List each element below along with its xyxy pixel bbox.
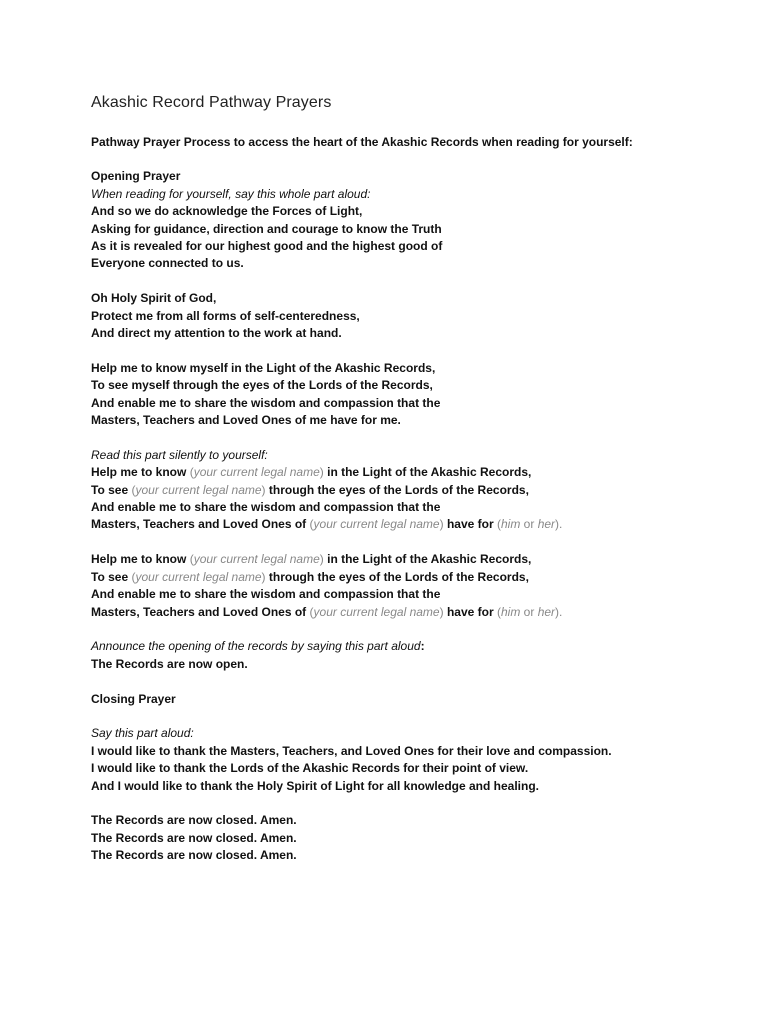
- stanza-3: [91, 360, 708, 430]
- paren: ).: [555, 604, 563, 619]
- spacer: [91, 273, 708, 290]
- spacer: [91, 673, 708, 690]
- placeholder-legal-name: your current legal name: [193, 552, 320, 567]
- announce-colon: :: [420, 639, 425, 654]
- personal-line-masters: [91, 604, 708, 621]
- opening-instruction: When reading for yourself, say this whole part aloud:: [91, 186, 371, 201]
- placeholder-him: him: [500, 604, 521, 619]
- personal-line-enable: And enable me to share the wisdom and compassion that the: [91, 587, 441, 602]
- records-closed-line: The Records are now closed. Amen.: [91, 830, 297, 845]
- placeholder-her: her: [537, 604, 556, 619]
- spacer: [91, 342, 708, 359]
- paren: ): [319, 465, 324, 480]
- closing-instruction: Say this part aloud:: [91, 726, 194, 741]
- paren: (: [496, 517, 501, 532]
- thanks-line: And I would like to thank the Holy Spirit of Light for all knowledge and healing.: [91, 778, 540, 793]
- stanza-line: And enable me to share the wisdom and compassion that the: [91, 395, 441, 410]
- announce-text: Announce the opening of the records by saying this part aloud: [91, 639, 421, 654]
- spacer: [91, 534, 708, 551]
- paren: (: [189, 465, 194, 480]
- text-segment: To see: [91, 569, 129, 584]
- stanza-line: And so we do acknowledge the Forces of Light,: [91, 204, 363, 219]
- personal-stanza-b: [91, 551, 708, 621]
- placeholder-him: him: [500, 517, 521, 532]
- stanza-line: Masters, Teachers and Loved Ones of me have for me.: [91, 413, 401, 428]
- records-open-line: The Records are now open.: [91, 656, 248, 671]
- text-segment: in the Light of the Akashic Records,: [327, 552, 532, 567]
- text-segment: To see: [91, 482, 129, 497]
- paren: ).: [555, 517, 563, 532]
- spacer: [91, 708, 708, 725]
- text-segment: Masters, Teachers and Loved Ones of: [91, 604, 307, 619]
- paren: ): [261, 482, 266, 497]
- stanza-line: Asking for guidance, direction and courage to know the Truth: [91, 221, 442, 236]
- personal-line-know: [91, 464, 708, 481]
- personal-line-enable: And enable me to share the wisdom and compassion that the: [91, 500, 441, 515]
- paren: (: [131, 482, 136, 497]
- closing-thanks: [91, 743, 708, 795]
- stanza-line: And direct my attention to the work at hand.: [91, 326, 342, 341]
- paren: ): [319, 552, 324, 567]
- spacer: [91, 429, 708, 446]
- paren: ): [439, 517, 444, 532]
- document-title: Akashic Record Pathway Prayers: [91, 94, 332, 111]
- stanza-1: [91, 203, 708, 273]
- paren: (: [496, 604, 501, 619]
- personal-line-see: [91, 482, 708, 499]
- text-segment: Masters, Teachers and Loved Ones of: [91, 517, 307, 532]
- personal-line-know: [91, 551, 708, 568]
- text-segment: in the Light of the Akashic Records,: [327, 465, 532, 480]
- records-closed-line: The Records are now closed. Amen.: [91, 848, 297, 863]
- stanza-line: Help me to know myself in the Light of the Akashic Records,: [91, 360, 436, 375]
- intro-text: Pathway Prayer Process to access the heart of the Akashic Records when reading for yourself:: [91, 135, 633, 149]
- thanks-line: I would like to thank the Lords of the Akashic Records for their point of view.: [91, 761, 529, 776]
- stanza-line: To see myself through the eyes of the Lords of the Records,: [91, 378, 433, 393]
- placeholder-legal-name: your current legal name: [313, 604, 440, 619]
- paren: (: [131, 569, 136, 584]
- paren: (: [189, 552, 194, 567]
- stanza-2: [91, 290, 708, 342]
- spacer: [91, 621, 708, 638]
- placeholder-legal-name: your current legal name: [313, 517, 440, 532]
- records-closed-line: The Records are now closed. Amen.: [91, 813, 297, 828]
- text-segment: have for: [446, 604, 494, 619]
- paren: (: [309, 517, 314, 532]
- text-segment: Help me to know: [91, 465, 187, 480]
- silent-instruction: Read this part silently to yourself:: [91, 447, 268, 462]
- or-word: or: [523, 517, 535, 532]
- placeholder-her: her: [537, 517, 556, 532]
- or-word: or: [523, 604, 535, 619]
- closing-amen: [91, 812, 708, 864]
- opening-prayer-heading: Opening Prayer: [91, 169, 181, 184]
- placeholder-legal-name: your current legal name: [135, 569, 262, 584]
- stanza-line: Protect me from all forms of self-centeredness,: [91, 308, 360, 323]
- placeholder-legal-name: your current legal name: [193, 465, 320, 480]
- announce-instruction: [91, 638, 708, 655]
- thanks-line: I would like to thank the Masters, Teachers, and Loved Ones for their love and compassion.: [91, 743, 612, 758]
- personal-line-masters: [91, 516, 708, 533]
- text-segment: Help me to know: [91, 552, 187, 567]
- personal-stanza-a: [91, 464, 708, 534]
- personal-line-see: [91, 569, 708, 586]
- closing-prayer-heading: Closing Prayer: [91, 691, 176, 706]
- spacer: [91, 795, 708, 812]
- paren: ): [261, 569, 266, 584]
- text-segment: through the eyes of the Lords of the Records,: [268, 569, 529, 584]
- stanza-line: Everyone connected to us.: [91, 256, 244, 271]
- paren: (: [309, 604, 314, 619]
- stanza-line: As it is revealed for our highest good and the highest good of: [91, 239, 443, 254]
- stanza-line: Oh Holy Spirit of God,: [91, 291, 217, 306]
- text-segment: have for: [446, 517, 494, 532]
- paren: ): [439, 604, 444, 619]
- placeholder-legal-name: your current legal name: [135, 482, 262, 497]
- text-segment: through the eyes of the Lords of the Records,: [268, 482, 529, 497]
